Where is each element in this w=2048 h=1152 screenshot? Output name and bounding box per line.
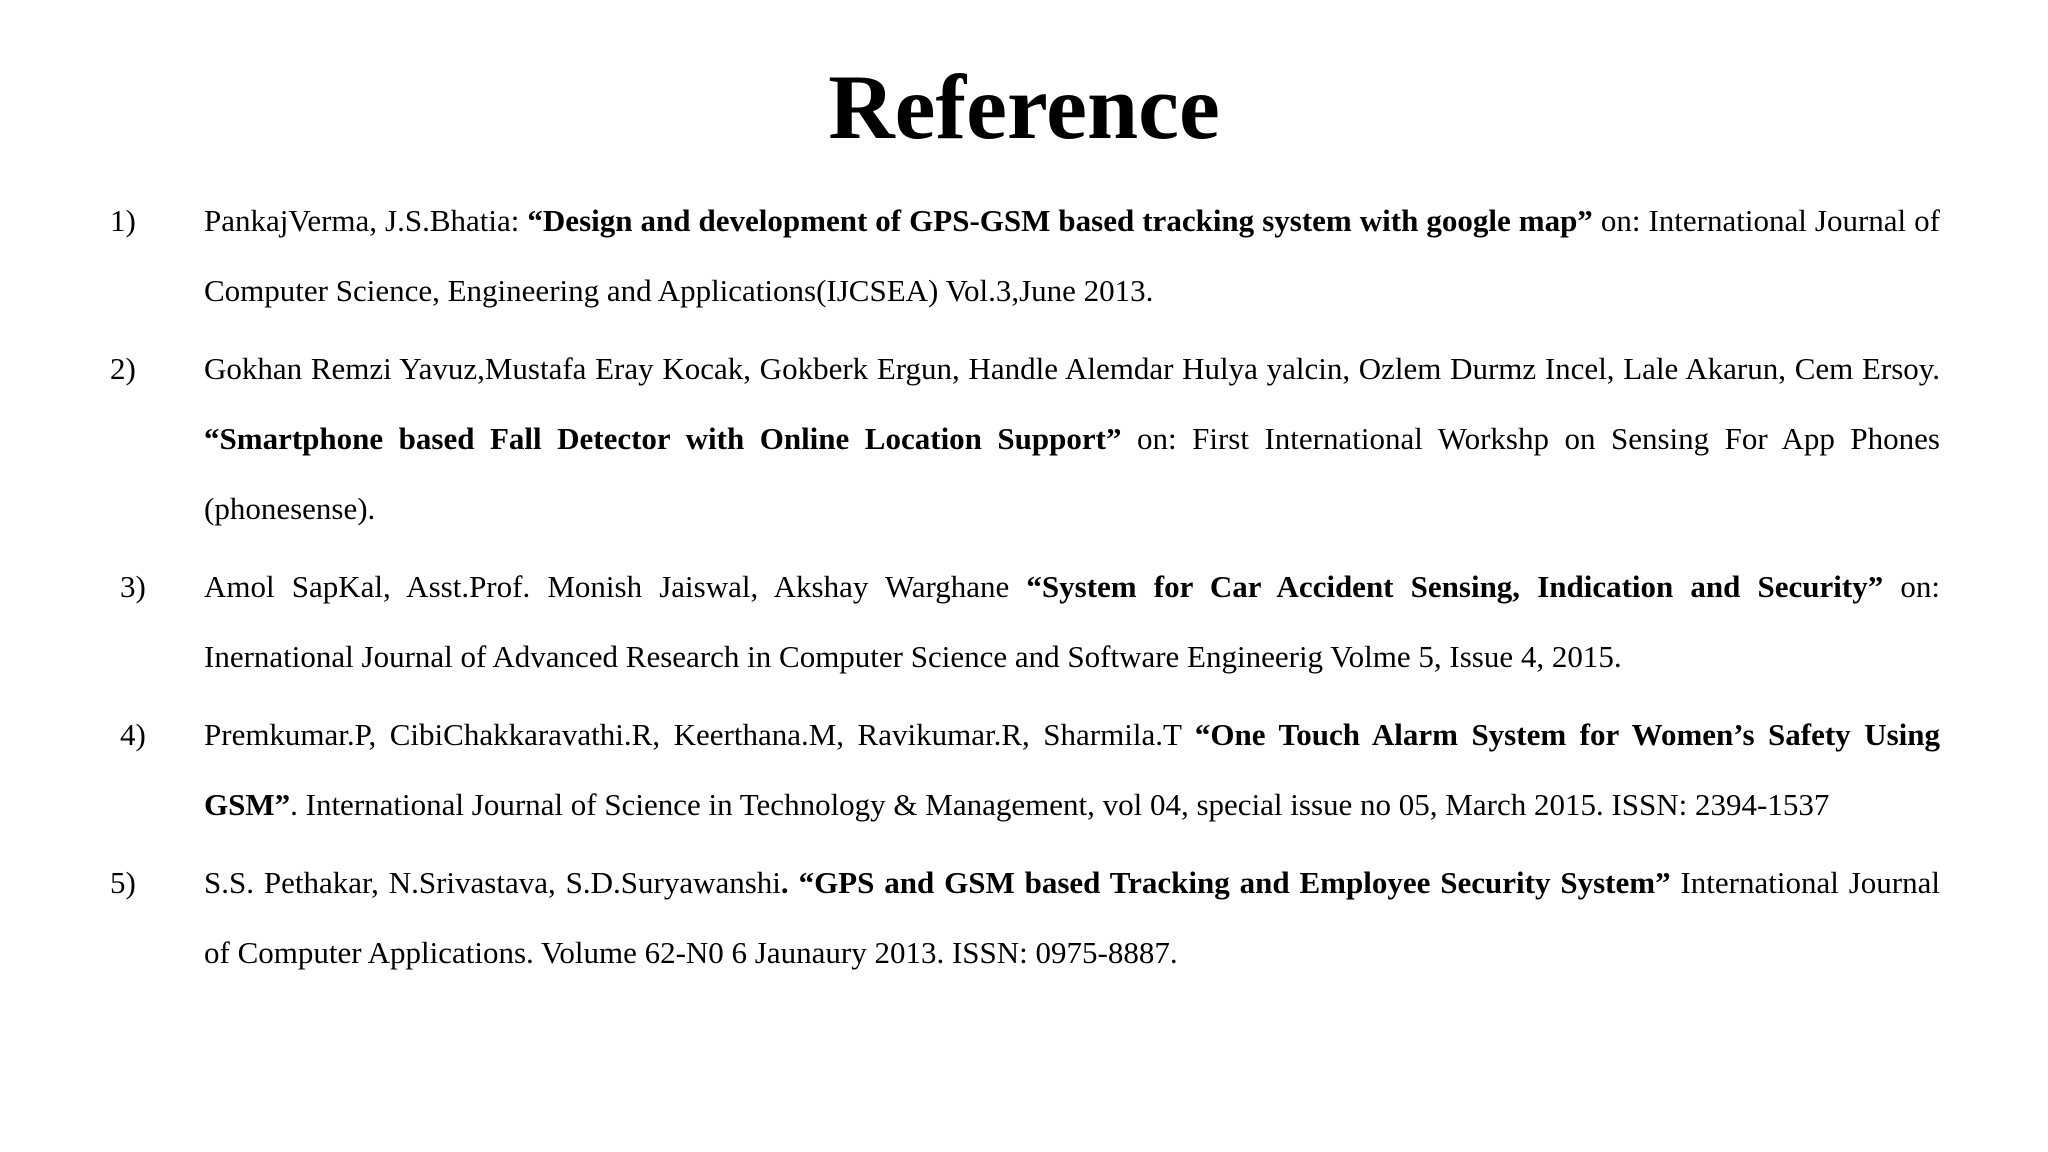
- reference-item-3: [108, 552, 1940, 692]
- reference-title: “Smartphone based Fall Detector with Online Location Support”: [204, 421, 1122, 456]
- reference-source: on: Inernational Journal of Advanced Research in Computer Science and Software Engineerig Volme 5, Issue 4, 2015.: [204, 569, 1941, 674]
- reference-number: 3): [120, 569, 146, 604]
- reference-item-2: [108, 334, 1940, 544]
- reference-item-5: [108, 848, 1940, 988]
- reference-authors: S.S. Pethakar, N.Srivastava, S.D.Suryawanshi: [204, 865, 781, 900]
- reference-authors: PankajVerma, J.S.Bhatia:: [204, 203, 528, 238]
- reference-number: 2): [110, 351, 136, 386]
- reference-number: 5): [110, 865, 136, 900]
- page-title: Reference: [828, 56, 1220, 158]
- reference-item-1: [108, 186, 1940, 326]
- reference-number: 1): [110, 203, 136, 238]
- reference-item-4: [108, 700, 1940, 840]
- reference-list: [108, 186, 1940, 996]
- reference-title: “System for Car Accident Sensing, Indication and Security”: [1026, 569, 1884, 604]
- reference-source: International Journal of Computer Applications. Volume 62-N0 6 Jaunaury 2013. ISSN: 0975-8887.: [204, 865, 1940, 970]
- reference-title: “One Touch Alarm System for Women’s Safety Using GSM”: [204, 717, 1941, 822]
- reference-authors: Gokhan Remzi Yavuz,Mustafa Eray Kocak, Gokberk Ergun, Handle Alemdar Hulya yalcin, Ozlem Durmz Incel, Lale Akarun, Cem Ersoy.: [204, 351, 1940, 386]
- reference-title: . “GPS and GSM based Tracking and Employee Security System”: [780, 865, 1671, 900]
- reference-source: . International Journal of Science in Technology & Management, vol 04, special issue no 05, March 2015. ISSN: 2394-1537: [290, 787, 1830, 822]
- reference-source: on: International Journal of Computer Science, Engineering and Applications(IJCSEA) Vol.3,June 2013.: [204, 203, 1940, 308]
- reference-number: 4): [120, 717, 146, 752]
- reference-title: “Design and development of GPS-GSM based tracking system with google map”: [527, 203, 1593, 238]
- reference-source: on: First International Workshp on Sensing For App Phones (phonesense).: [204, 421, 1940, 526]
- reference-authors: Premkumar.P, CibiChakkaravathi.R, Keerthana.M, Ravikumar.R, Sharmila.T: [204, 717, 1195, 752]
- reference-authors: Amol SapKal, Asst.Prof. Monish Jaiswal, Akshay Warghane: [204, 569, 1027, 604]
